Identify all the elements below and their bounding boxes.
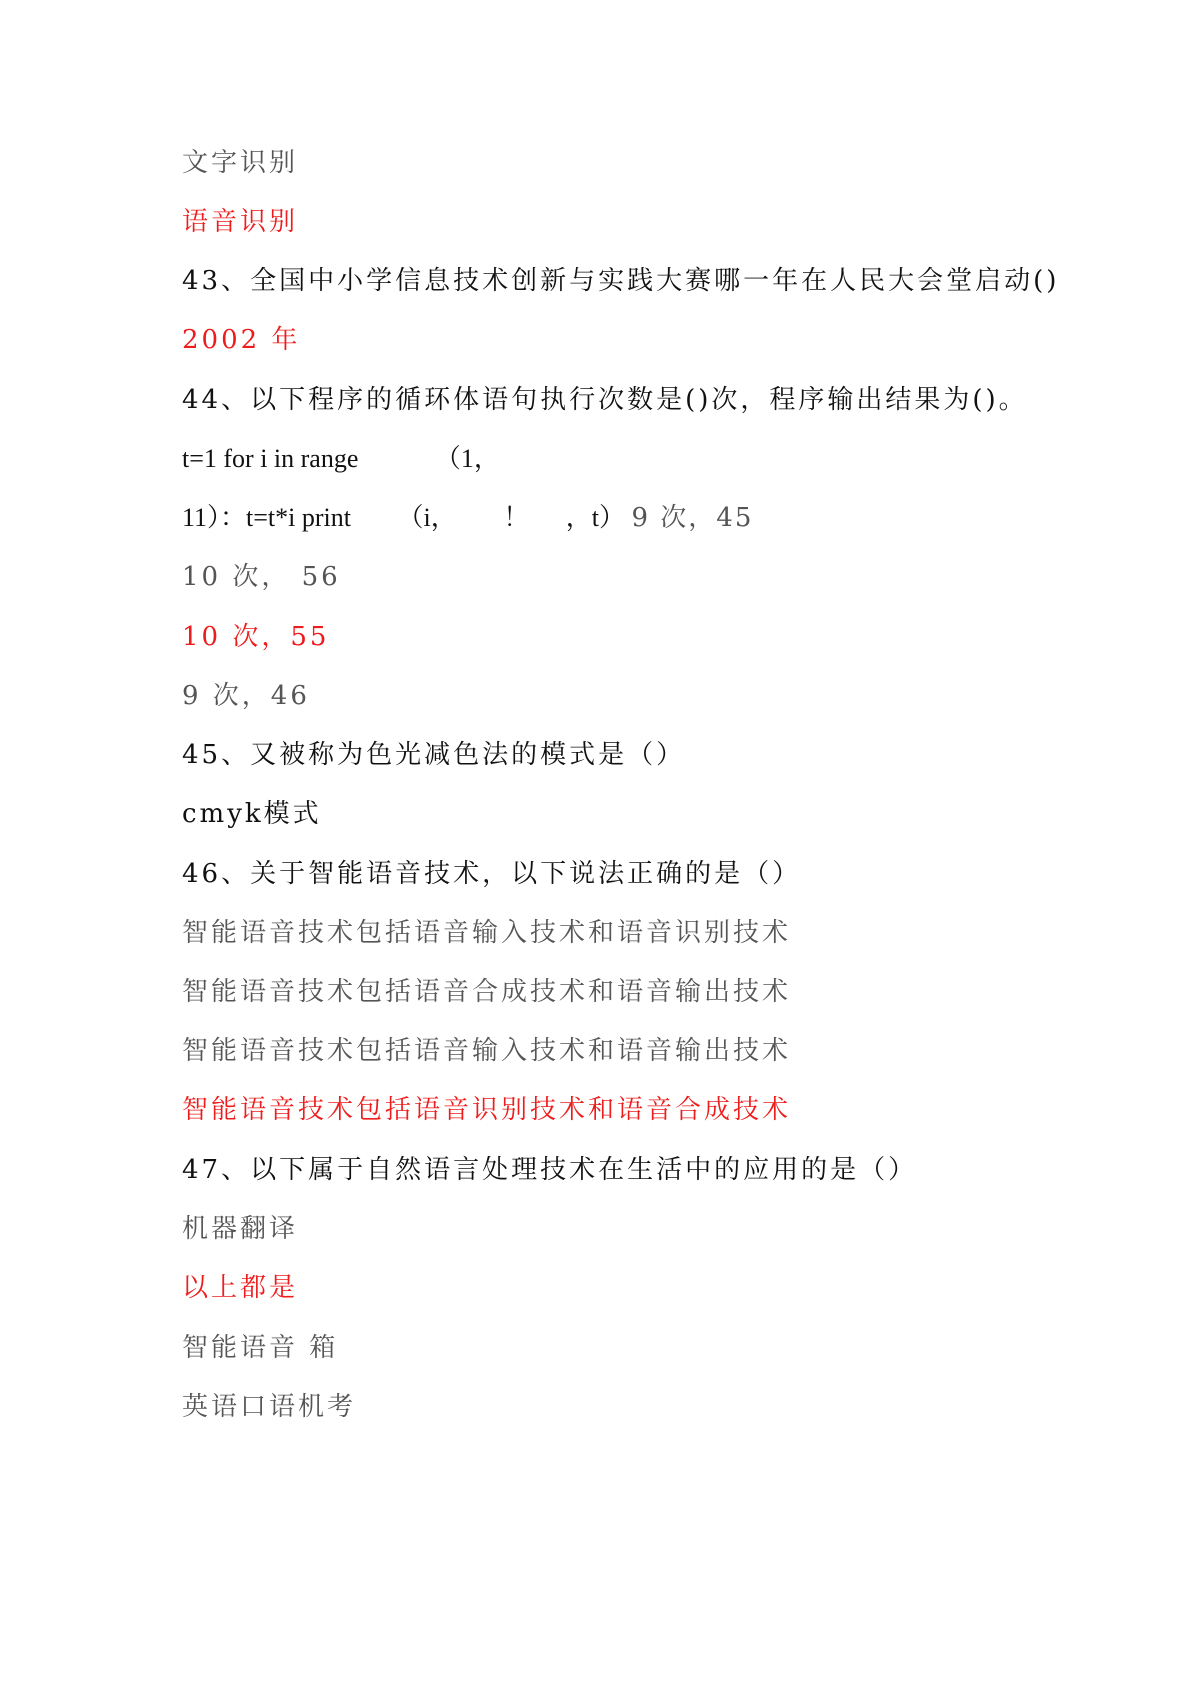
q44-answer: 10 次，55 — [182, 622, 330, 652]
q46-option-b: 智能语音技术包括语音合成技术和语音输出技术 — [182, 977, 792, 1007]
q44-code-line2-a: 11）：t=t*i print — [182, 503, 351, 532]
q45-question: 45、又被称为色光减色法的模式是（） — [182, 740, 686, 770]
q44-code-line2-b: （i， — [397, 503, 457, 532]
q44-option-d: 9 次，46 — [182, 681, 310, 711]
q46-option-c: 智能语音技术包括语音输入技术和语音输出技术 — [182, 1036, 792, 1066]
q44-code-line1 — [182, 442, 500, 476]
q44-code-line2-d: ，t） — [565, 503, 625, 532]
q47-option-c: 智能语音 箱 — [182, 1333, 339, 1363]
q47-option-d: 英语口语机考 — [182, 1392, 357, 1422]
q44-code-line1-b: （1， — [434, 444, 500, 473]
q46-option-a: 智能语音技术包括语音输入技术和语音识别技术 — [182, 918, 792, 948]
q44-code-line2-c: ！ — [503, 503, 530, 532]
q44-code-line1-a: t=1 for i in range — [182, 444, 359, 473]
q47-answer: 以上都是 — [182, 1273, 299, 1303]
q45-answer: cmyk模式 — [182, 799, 322, 829]
q43-question: 43、全国中小学信息技术创新与实践大赛哪一年在人民大会堂启动() — [182, 266, 1060, 296]
q47-option-a: 机器翻译 — [182, 1214, 299, 1244]
q42-answer: 语音识别 — [182, 207, 299, 237]
q47-question: 47、以下属于自然语言处理技术在生活中的应用的是（） — [182, 1155, 918, 1185]
q44-question: 44、以下程序的循环体语句执行次数是()次，程序输出结果为()。 — [182, 385, 1028, 415]
q46-question: 46、关于智能语音技术，以下说法正确的是（） — [182, 859, 802, 889]
q43-answer: 2002 年 — [182, 325, 301, 355]
q46-answer: 智能语音技术包括语音识别技术和语音合成技术 — [182, 1095, 792, 1125]
q44-option-a: 9 次，45 — [631, 503, 754, 533]
q44-option-b: 10 次， 56 — [182, 562, 341, 592]
q42-option: 文字识别 — [182, 148, 299, 178]
q44-code-line2 — [182, 501, 753, 535]
